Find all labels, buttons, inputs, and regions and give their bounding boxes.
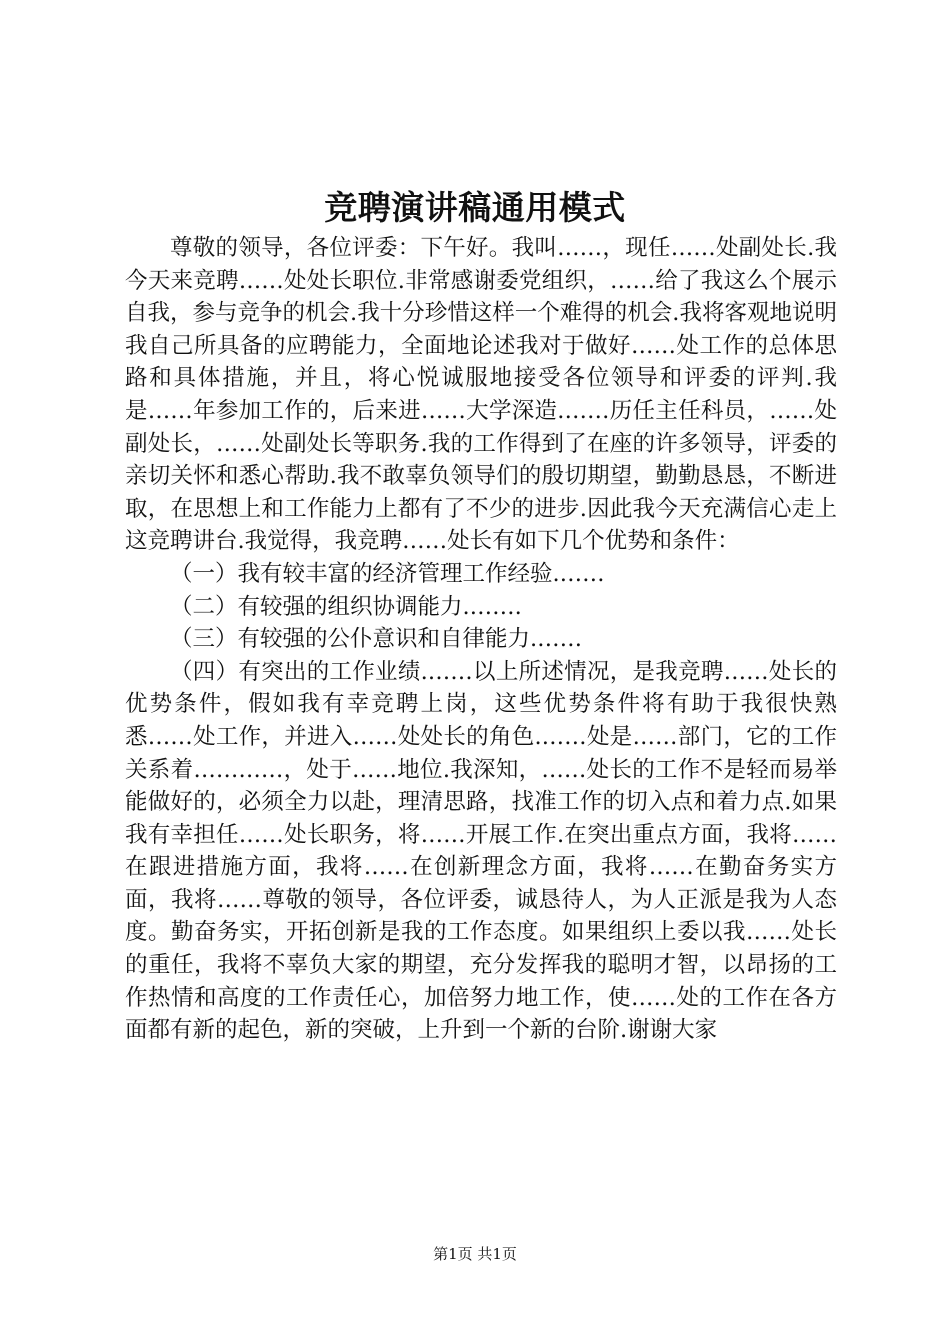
closing-paragraph: （四）有突出的工作业绩.……以上所述情况，是我竞聘……处长的优势条件，假如我有幸竞聘上岗，这些优势条件将有助于我很快熟悉……处工作，并进入……处处长的角色.……处是……部门，它的工作关系着…………，处于……地位.我深知，……处长的工作不是轻而易举能做好的，必须全力以赴，理清思路，找准工作的切入点和着力点.如果我有幸担任……处长职务，将……开展工作.在突出重点方面，我将……在跟进措施方面，我将……在创新理念方面，我将……在勤奋务实方面，我将……尊敬的领导，各位评委，诚恳待人，为人正派是我为人态度。勤奋务实，开拓创新是我的工作态度。如果组织上委以我……处长的重任，我将不辜负大家的期望，充分发挥我的聪明才智，以昂扬的工作热情和高度的工作责任心，加倍努力地工作，使……处的工作在各方面都有新的起色，新的突破，上升到一个新的台阶.谢谢大家: [125, 658, 837, 1044]
list-item: （一）我有较丰富的经济管理工作经验.……: [170, 560, 605, 587]
list-item: （二）有较强的组织协调能力.…….: [170, 593, 522, 620]
intro-paragraph: 尊敬的领导，各位评委：下午好。我叫……，现任……处副处长.我今天来竞聘……处处长职位.非常感谢委党组织，……给了我这么个展示自我，参与竞争的机会.我十分珍惜这样一个难得的机会.我将客观地说明我自己所具备的应聘能力，全面地论述我对于做好……处工作的总体思路和具体措施，并且，将心悦诚服地接受各位领导和评委的评判.我是……年参加工作的，后来进……大学深造.……历任主任科员，……处副处长，……处副处长等职务.我的工作得到了在座的许多领导，评委的亲切关怀和悉心帮助.我不敢辜负领导们的殷切期望，勤勤恳恳，不断进取，在思想上和工作能力上都有了不少的进步.因此我今天充满信心走上这竞聘讲台.我觉得，我竞聘……处长有如下几个优势和条件：: [125, 235, 837, 555]
document-title: 竞聘演讲稿通用模式: [324, 188, 626, 227]
document-body: [125, 232, 837, 1047]
list-item: （三）有较强的公仆意识和自律能力.……: [170, 626, 583, 653]
page-number-footer: 第1页 共1页: [433, 1245, 517, 1263]
